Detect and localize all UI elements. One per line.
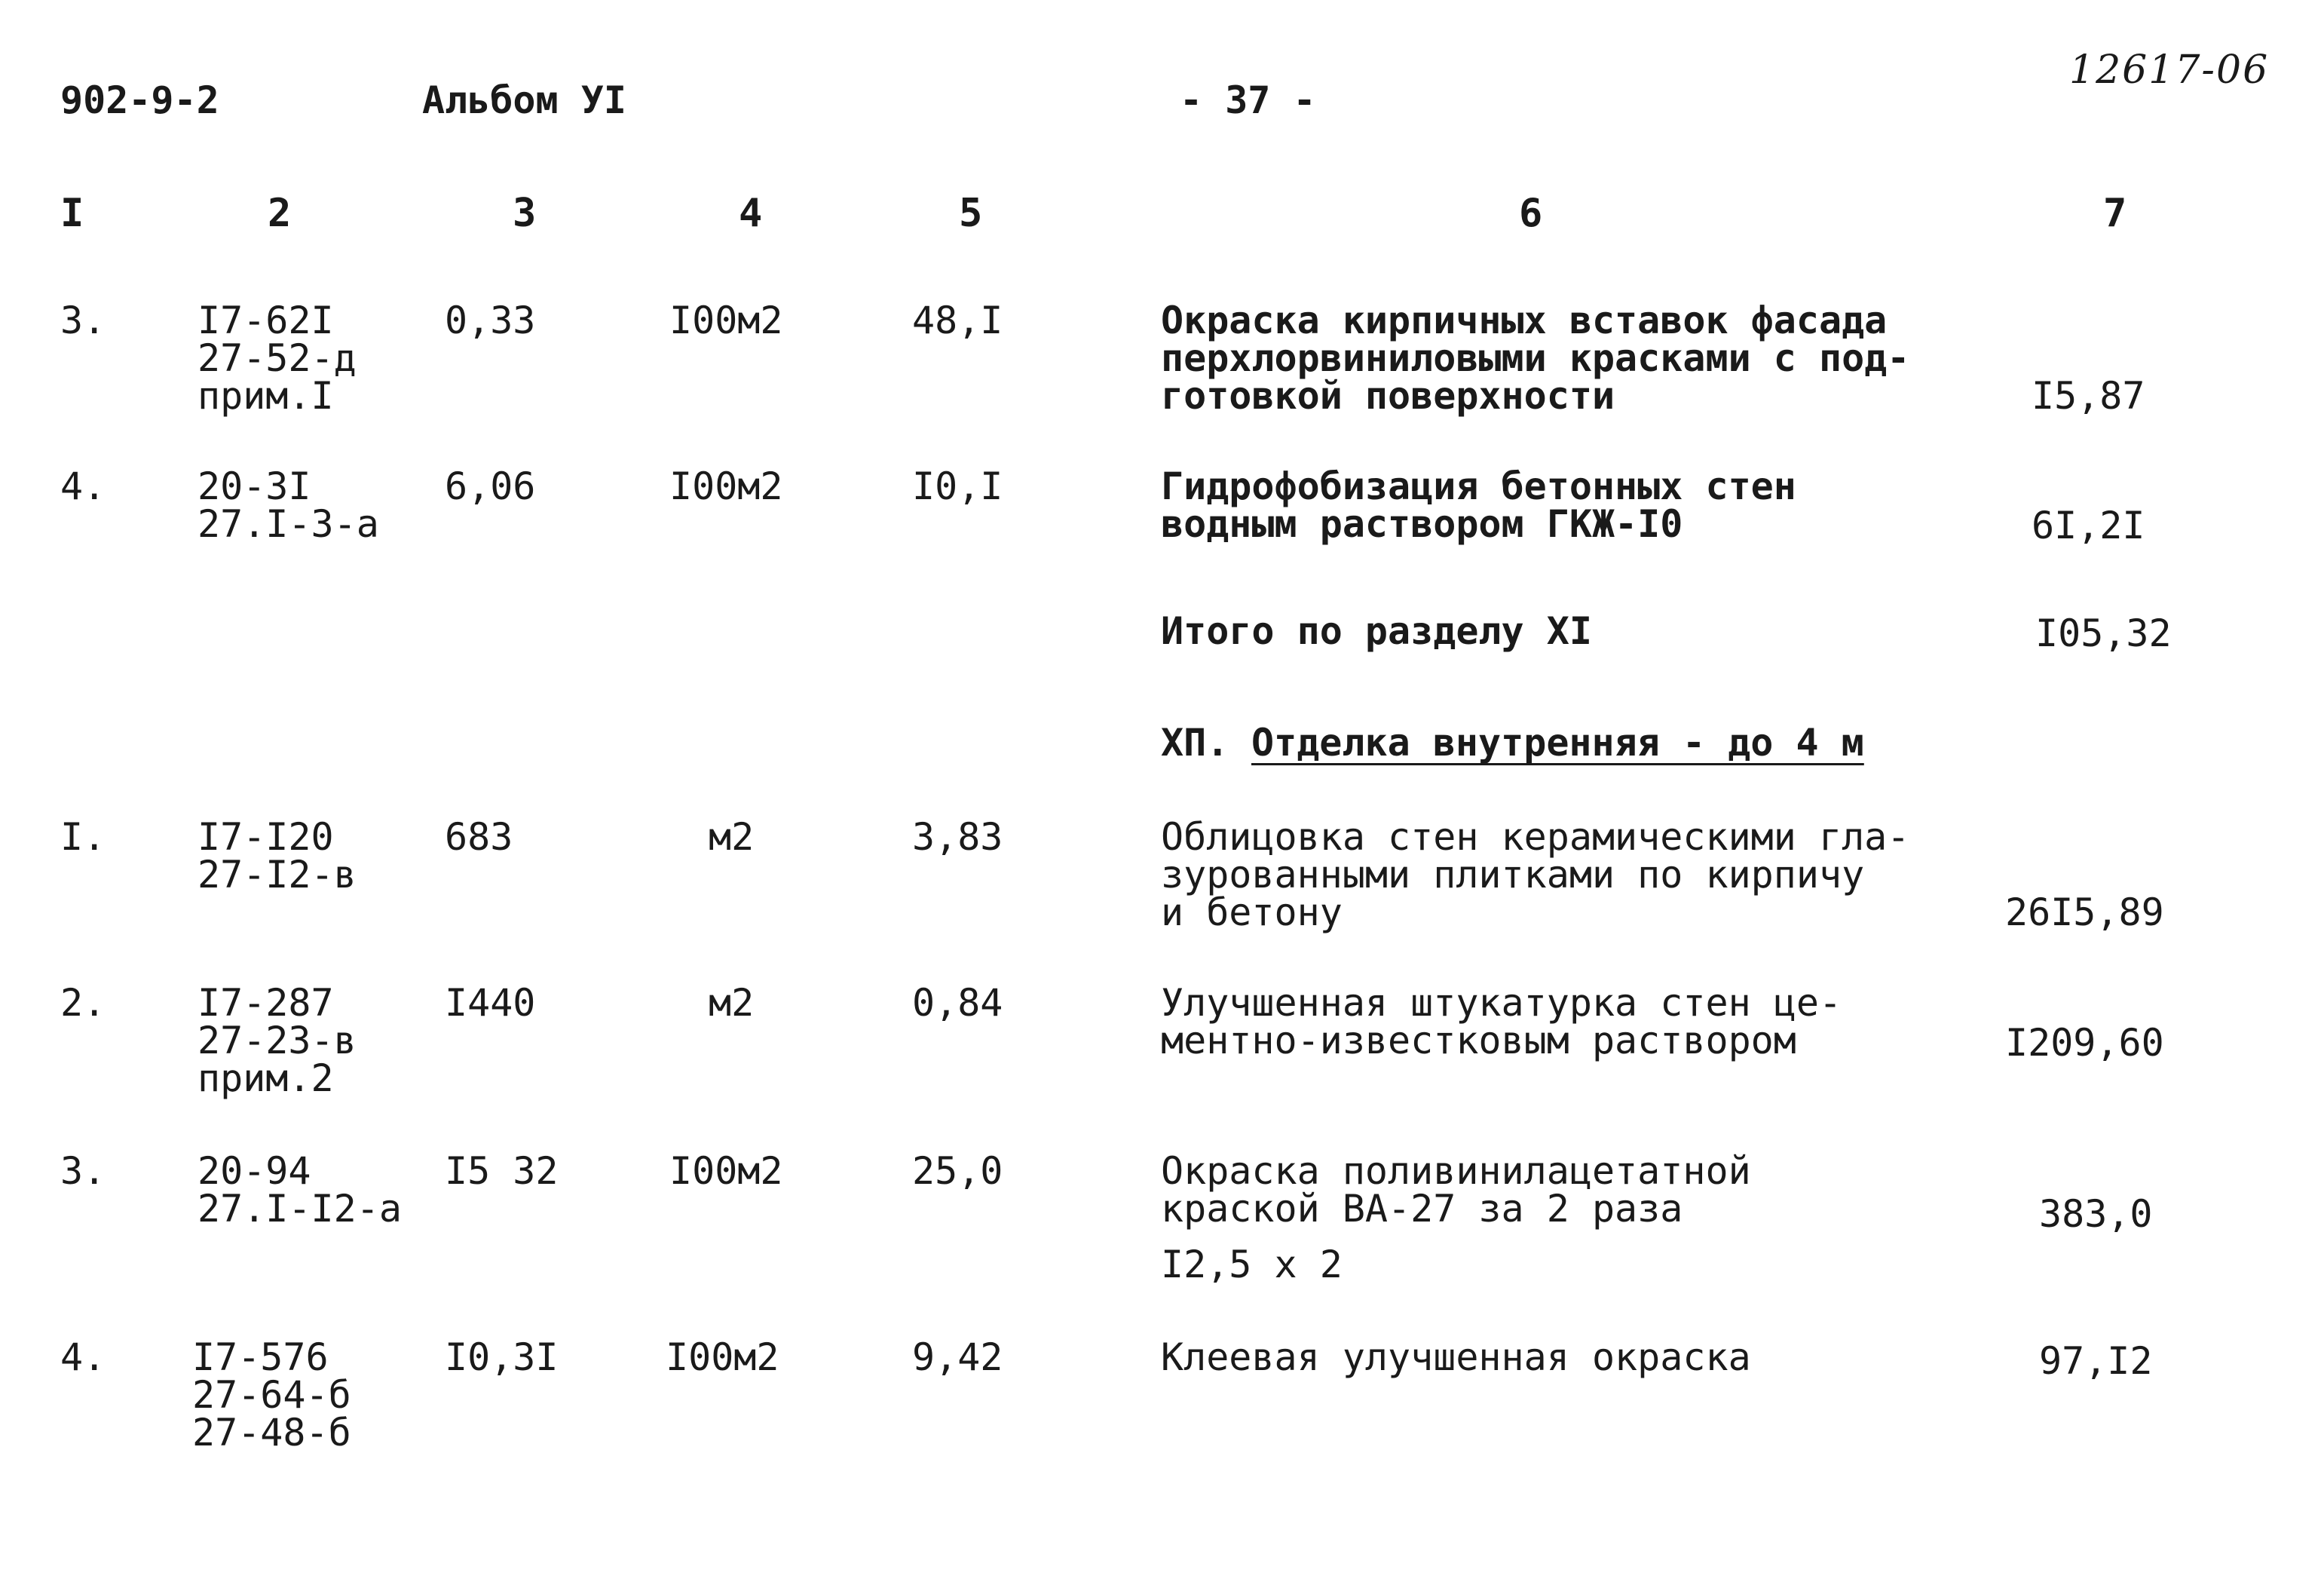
row-number: 3. <box>60 299 106 342</box>
row-code-line: I7-I20 <box>197 815 334 859</box>
row-number: 4. <box>60 1335 106 1379</box>
row-quantity: I0,3I <box>445 1335 559 1379</box>
section-heading-number: XП. <box>1161 721 1229 765</box>
row-number: I. <box>60 815 106 859</box>
column-number-7: 7 <box>2103 191 2127 236</box>
album-label: Альбом УI <box>422 78 626 122</box>
row-number: 3. <box>60 1149 106 1193</box>
row-total: I209,60 <box>2005 1021 2164 1065</box>
column-number-3: 3 <box>513 191 537 236</box>
document-code: 902-9-2 <box>60 78 219 122</box>
row-code-line: 20-94 <box>197 1149 311 1193</box>
row-description-line: водным раствором ГКЖ-I0 <box>1161 502 1683 546</box>
row-price: 9,42 <box>912 1335 1003 1379</box>
section-total-value: I05,32 <box>2035 612 2172 655</box>
row-quantity: I5 32 <box>445 1149 559 1193</box>
row-price: 48,I <box>912 299 1003 342</box>
row-code-line: 27-I2-в <box>197 853 357 897</box>
row-description-line: перхлорвиниловыми красками с под- <box>1161 336 1910 380</box>
row-description-line: Улучшенная штукатурка стен це- <box>1161 981 1842 1025</box>
row-description-line: и бетону <box>1161 890 1343 934</box>
row-description-line: зурованными плитками по кирпичу <box>1161 853 1865 897</box>
row-unit: I00м2 <box>669 1149 783 1193</box>
row-price: I0,I <box>912 464 1003 508</box>
row-code-line: прим.2 <box>197 1056 334 1100</box>
row-quantity: 683 <box>445 815 513 859</box>
column-number-5: 5 <box>959 191 983 236</box>
row-description-line: ментно-известковым раствором <box>1161 1019 1796 1062</box>
row-description-line: готовкой поверхности <box>1161 374 1615 418</box>
column-number-2: 2 <box>268 191 292 236</box>
row-code-line: 27.I-I2-а <box>197 1187 402 1231</box>
row-price: 25,0 <box>912 1149 1003 1193</box>
handwritten-number: 12617-06 <box>2069 48 2270 93</box>
section-heading-title: Отделка внутренняя - до 4 м <box>1251 721 1864 765</box>
row-unit: I00м2 <box>669 299 783 342</box>
row-code-line: 27-48-б <box>192 1411 351 1455</box>
row-total: 383,0 <box>2039 1192 2153 1236</box>
row-total: 97,I2 <box>2039 1339 2153 1383</box>
column-number-6: 6 <box>1519 191 1543 236</box>
row-total: 6I,2I <box>2032 504 2145 547</box>
row-note: I2,5 х 2 <box>1161 1243 1343 1286</box>
row-unit: I00м2 <box>669 464 783 508</box>
row-number: 2. <box>60 981 106 1025</box>
row-unit: м2 <box>709 981 755 1025</box>
row-description-line: Облицовка стен керамическими гла- <box>1161 815 1910 859</box>
row-code-line: I7-62I <box>197 299 334 342</box>
row-price: 0,84 <box>912 981 1003 1025</box>
row-description-line: Окраска поливинилацетатной <box>1161 1149 1751 1193</box>
row-total: 26I5,89 <box>2005 890 2164 934</box>
row-quantity: 6,06 <box>445 464 536 508</box>
row-code-line: 20-3I <box>197 464 311 508</box>
row-code-line: I7-576 <box>192 1335 329 1379</box>
row-unit: I00м2 <box>666 1335 779 1379</box>
row-code-line: 27-23-в <box>197 1019 357 1062</box>
row-unit: м2 <box>709 815 755 859</box>
page-number: - 37 - <box>1180 78 1316 122</box>
column-number-4: 4 <box>739 191 763 236</box>
row-code-line: 27-52-д <box>197 336 357 380</box>
row-price: 3,83 <box>912 815 1003 859</box>
row-code-line: 27.I-3-а <box>197 502 379 546</box>
row-description-line: краской ВА-27 за 2 раза <box>1161 1187 1683 1231</box>
column-number-1: I <box>60 191 84 236</box>
row-total: I5,87 <box>2032 374 2145 418</box>
row-code-line: прим.I <box>197 374 334 418</box>
row-description-line: Клеевая улучшенная окраска <box>1161 1335 1751 1379</box>
row-code-line: I7-287 <box>197 981 334 1025</box>
row-code-line: 27-64-б <box>192 1373 351 1417</box>
row-number: 4. <box>60 464 106 508</box>
row-description-line: Окраска кирпичных вставок фасада <box>1161 299 1888 342</box>
row-quantity: 0,33 <box>445 299 536 342</box>
section-total-label: Итого по разделу XI <box>1161 609 1592 653</box>
row-quantity: I440 <box>445 981 536 1025</box>
row-description-line: Гидрофобизация бетонных стен <box>1161 464 1796 508</box>
